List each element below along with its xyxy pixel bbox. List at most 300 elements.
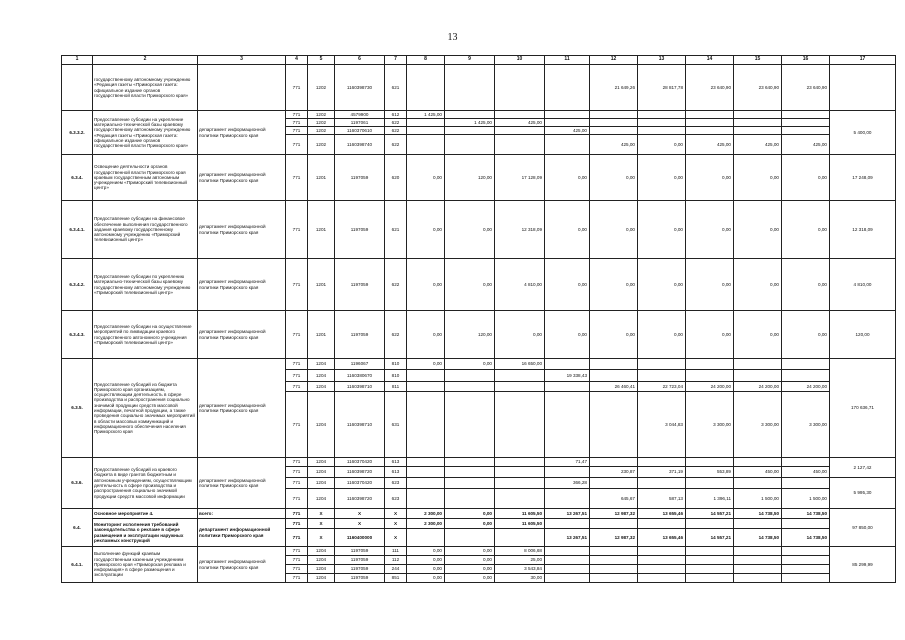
row-name: Выполнение функций краевым государственным казенным учреждением Приморского края «Приморская реклама и информация» в сфере размещения и эксплуатации (93, 547, 198, 583)
row-name: Предоставление субсидии по укреплению материально-технической базы краевому государственному автономному учреждению «Приморский телевизионный центр» (93, 259, 198, 311)
table-cell: 1202 (308, 119, 335, 127)
row-name: государственному автономному учреждению «Редакция газеты «Приморская газета: официальное издание органов государственной власти Приморского края» (93, 65, 198, 111)
table-cell: 1201 (308, 311, 335, 359)
table-cell (545, 359, 590, 370)
table-cell (495, 65, 545, 111)
table-cell (686, 119, 734, 127)
table-cell: 771 (286, 359, 308, 370)
table-cell: 587,13 (638, 489, 686, 509)
table-cell (407, 127, 445, 135)
table-cell: 16 650,00 (495, 359, 545, 370)
row-dept: департамент информационной политики Приморского края (198, 201, 286, 259)
table-cell (686, 458, 734, 467)
table-cell: 1160400000 (335, 529, 385, 547)
table-cell (545, 519, 590, 529)
table-cell (734, 458, 782, 467)
table-cell (638, 127, 686, 135)
table-cell (590, 556, 638, 565)
table-cell: 425,00 (590, 135, 638, 155)
table-cell (686, 565, 734, 574)
table-cell (495, 489, 545, 509)
table-cell: 0,00 (445, 259, 495, 311)
table-cell (590, 119, 638, 127)
table-cell (495, 127, 545, 135)
table-cell (734, 119, 782, 127)
table-cell: 0,00 (407, 311, 445, 359)
table-cell (545, 111, 590, 119)
row-dept: департамент информационной политики Приморского края (198, 519, 286, 547)
table-cell: 1 500,00 (734, 489, 782, 509)
row-code: 6.3.4. (62, 155, 93, 201)
row-code: 6.3.4.1. (62, 201, 93, 259)
row-total: 12 318,09 (830, 201, 896, 259)
table-cell (782, 574, 830, 583)
table-cell (686, 111, 734, 119)
table-row (62, 111, 896, 119)
table-row (62, 259, 896, 311)
table-cell: 0,00 (734, 155, 782, 201)
table-cell: 3 300,00 (782, 392, 830, 458)
table-cell (545, 565, 590, 574)
table-cell (545, 65, 590, 111)
table-row (62, 65, 896, 111)
table-cell: 1 425,00 (407, 111, 445, 119)
table-cell: 28 817,78 (638, 65, 686, 111)
table-cell: 1197059 (335, 547, 385, 556)
table-cell (545, 574, 590, 583)
table-cell (734, 565, 782, 574)
table-cell: 1197059 (335, 311, 385, 359)
table-cell: 371,19 (638, 467, 686, 478)
table-cell: 244 (385, 565, 407, 574)
table-cell (638, 556, 686, 565)
table-cell: 0,00 (638, 155, 686, 201)
table-cell: 1201 (308, 259, 335, 311)
table-cell: 613 (385, 458, 407, 467)
table-cell: 771 (286, 574, 308, 583)
table-cell: 622 (385, 259, 407, 311)
table-cell: X (308, 529, 335, 547)
table-cell: 0,00 (686, 201, 734, 259)
table-cell: 851 (385, 574, 407, 583)
table-cell: 14 738,50 (734, 509, 782, 519)
row-dept (198, 65, 286, 111)
table-cell: 0,00 (638, 259, 686, 311)
table-cell: 23 640,90 (686, 65, 734, 111)
table-cell (734, 359, 782, 370)
table-cell: 0,00 (734, 259, 782, 311)
table-cell: 1204 (308, 458, 335, 467)
table-cell: 425,00 (686, 135, 734, 155)
table-cell: 1196067 (335, 359, 385, 370)
table-cell: 1160370610 (335, 127, 385, 135)
table-cell: 0,00 (445, 509, 495, 519)
table-cell (782, 119, 830, 127)
table-cell: 111 (385, 547, 407, 556)
table-cell (545, 392, 590, 458)
table-cell: 1197059 (335, 565, 385, 574)
table-cell: 771 (286, 392, 308, 458)
table-cell: 24 200,00 (782, 382, 830, 392)
table-cell: 622 (385, 135, 407, 155)
row-total: 170 636,71 (830, 359, 896, 458)
table-cell: 1160380670 (335, 370, 385, 382)
table-cell (407, 529, 445, 547)
table-cell: 0,00 (590, 311, 638, 359)
col-header: 6 (335, 56, 385, 65)
col-header: 3 (198, 56, 286, 65)
row-code: 6.3.4.3. (62, 311, 93, 359)
table-cell (407, 489, 445, 509)
col-header: 8 (407, 56, 445, 65)
table-cell: 0,00 (407, 574, 445, 583)
table-cell (545, 556, 590, 565)
table-cell (638, 519, 686, 529)
table-cell: 0,00 (686, 311, 734, 359)
table-cell: 1204 (308, 382, 335, 392)
table-cell: 771 (286, 119, 308, 127)
table-cell (686, 478, 734, 489)
row-code: 6.3.5. (62, 359, 93, 458)
row-dept: департамент информационной политики Приморского края (198, 547, 286, 583)
table-cell: 1160370420 (335, 478, 385, 489)
table-cell (686, 127, 734, 135)
table-cell: 0,00 (782, 155, 830, 201)
row-dept: департамент информационной политики Приморского края (198, 359, 286, 458)
table-cell: 0,00 (407, 201, 445, 259)
table-cell: 0,00 (686, 259, 734, 311)
table-cell: 0,00 (686, 155, 734, 201)
table-cell (734, 127, 782, 135)
table-cell (545, 467, 590, 478)
table-cell: 230,87 (590, 467, 638, 478)
table-cell: 771 (286, 155, 308, 201)
table-cell (445, 370, 495, 382)
table-row (62, 311, 896, 359)
table-cell (495, 529, 545, 547)
table-cell: 1 500,00 (782, 489, 830, 509)
table-cell: 0,00 (638, 201, 686, 259)
col-header: 17 (830, 56, 896, 65)
table-cell: 771 (286, 467, 308, 478)
table-cell: 0,00 (445, 201, 495, 259)
table-cell (545, 489, 590, 509)
table-row (62, 509, 896, 519)
table-cell: 1197061 (335, 119, 385, 127)
table-cell: X (385, 529, 407, 547)
table-cell: 623 (385, 489, 407, 509)
table-cell (638, 370, 686, 382)
table-cell: 1204 (308, 392, 335, 458)
table-cell: 771 (286, 127, 308, 135)
table-cell: 2 300,00 (407, 509, 445, 519)
row-total: 5 400,00 (830, 111, 896, 155)
table-cell: 0,00 (445, 359, 495, 370)
table-cell: 771 (286, 65, 308, 111)
table-cell (638, 458, 686, 467)
table-cell: 1201 (308, 201, 335, 259)
table-cell (495, 467, 545, 478)
table-cell (590, 519, 638, 529)
table-cell (638, 111, 686, 119)
table-cell (495, 392, 545, 458)
row-code: 6.3.4.2. (62, 259, 93, 311)
table-cell: 1197059 (335, 556, 385, 565)
table-cell: 425,00 (782, 135, 830, 155)
table-cell: 366,28 (545, 478, 590, 489)
row-total: 85 299,99 (830, 547, 896, 583)
table-cell: 1204 (308, 370, 335, 382)
table-cell: 0,00 (545, 311, 590, 359)
table-cell: 771 (286, 556, 308, 565)
table-cell: 21 649,26 (590, 65, 638, 111)
table-cell: 120,00 (445, 311, 495, 359)
table-cell: 11 605,50 (495, 519, 545, 529)
table-cell: 450,00 (734, 467, 782, 478)
table-cell (445, 111, 495, 119)
table-cell (734, 547, 782, 556)
table-cell: 1204 (308, 359, 335, 370)
table-cell: 771 (286, 382, 308, 392)
table-cell: 0,00 (590, 259, 638, 311)
col-header: 13 (638, 56, 686, 65)
col-header: 16 (782, 56, 830, 65)
table-cell (590, 478, 638, 489)
table-cell (590, 574, 638, 583)
table-cell: 0,00 (407, 565, 445, 574)
table-cell (782, 111, 830, 119)
table-cell: 1197059 (335, 259, 385, 311)
table-cell (445, 458, 495, 467)
table-cell: 14 738,50 (782, 509, 830, 519)
table-cell: 0,00 (782, 201, 830, 259)
table-cell (407, 382, 445, 392)
table-cell: 0,00 (590, 155, 638, 201)
table-cell: 13 655,46 (638, 509, 686, 519)
table-cell: 1204 (308, 478, 335, 489)
table-cell: 0,00 (782, 311, 830, 359)
table-cell (590, 392, 638, 458)
table-cell (734, 111, 782, 119)
table-cell (734, 478, 782, 489)
table-cell: 22 723,04 (638, 382, 686, 392)
table-cell: 1204 (308, 556, 335, 565)
table-cell (782, 547, 830, 556)
col-header: 10 (495, 56, 545, 65)
table-cell (407, 370, 445, 382)
table-cell: 1204 (308, 565, 335, 574)
col-header: 5 (308, 56, 335, 65)
table-cell: 771 (286, 478, 308, 489)
table-cell (545, 119, 590, 127)
table-cell: 14 557,21 (686, 509, 734, 519)
table-cell (638, 119, 686, 127)
col-header: 2 (93, 56, 198, 65)
row-total (830, 65, 896, 111)
table-cell: 771 (286, 489, 308, 509)
table-cell: 1197059 (335, 201, 385, 259)
table-cell (638, 574, 686, 583)
table-cell (445, 382, 495, 392)
table-cell: 1202 (308, 127, 335, 135)
table-cell (590, 127, 638, 135)
row-name: Мониторинг исполнения требований законодательства о рекламе в сфере размещения и эксплуатации наружных рекламных конструкций (93, 519, 198, 547)
table-cell (782, 519, 830, 529)
table-cell: X (385, 509, 407, 519)
table-cell: 1160398730 (335, 65, 385, 111)
table-cell: 0,00 (407, 259, 445, 311)
table-cell: 1204 (308, 489, 335, 509)
table-cell: 0,00 (495, 311, 545, 359)
row-name: Предоставление субсидии на финансовое обеспечение выполнения государственного задания краевому государственному автономному учреждению «Приморский телевизионный центр» (93, 201, 198, 259)
table-cell: 621 (385, 65, 407, 111)
table-cell: 645,67 (590, 489, 638, 509)
table-cell: 3 044,83 (638, 392, 686, 458)
table-cell (495, 370, 545, 382)
table-cell: 23 640,90 (782, 65, 830, 111)
table-cell: 771 (286, 201, 308, 259)
table-cell (590, 458, 638, 467)
table-cell (686, 547, 734, 556)
table-cell: 810 (385, 359, 407, 370)
table-cell: 0,00 (407, 556, 445, 565)
table-cell: 623 (385, 478, 407, 489)
table-cell (590, 370, 638, 382)
col-header: 12 (590, 56, 638, 65)
col-header: 1 (62, 56, 93, 65)
table-cell: 771 (286, 259, 308, 311)
table-cell: 1197059 (335, 574, 385, 583)
table-cell: 450,00 (782, 467, 830, 478)
row-dept: департамент информационной политики Приморского края (198, 259, 286, 311)
table-cell: 1204 (308, 467, 335, 478)
table-cell: 24 200,00 (734, 382, 782, 392)
table-cell: 771 (286, 565, 308, 574)
row-total: 2 127,42 (830, 458, 896, 478)
budget-table (61, 55, 896, 583)
table-cell: 17 128,09 (495, 155, 545, 201)
table-cell: 0,00 (782, 259, 830, 311)
table-cell: 0,00 (734, 311, 782, 359)
table-cell (445, 489, 495, 509)
table-cell: 12 987,32 (590, 509, 638, 519)
table-cell (686, 359, 734, 370)
table-cell: 1160398710 (335, 392, 385, 458)
table-cell: 1160398720 (335, 467, 385, 478)
table-cell: 71,47 (545, 458, 590, 467)
table-cell: 112 (385, 556, 407, 565)
table-cell: 1160398710 (335, 382, 385, 392)
table-cell: 612 (385, 111, 407, 119)
table-cell (782, 458, 830, 467)
table-cell: 0,00 (407, 155, 445, 201)
row-name: Предоставление субсидии на осуществление мероприятий по ликвидации краевого государственного автономного учреждения «Приморский телевизионный центр» (93, 311, 198, 359)
table-cell: 14 738,50 (782, 529, 830, 547)
table-cell: 24 200,00 (686, 382, 734, 392)
table-cell: 14 557,21 (686, 529, 734, 547)
table-cell (686, 574, 734, 583)
table-cell: X (335, 509, 385, 519)
table-cell: 0,00 (445, 574, 495, 583)
row-all-label: всего: (198, 509, 286, 519)
table-cell: 13 267,51 (545, 509, 590, 519)
table-cell: 621 (385, 201, 407, 259)
table-cell: 1197059 (335, 155, 385, 201)
table-cell (782, 127, 830, 135)
table-cell (445, 529, 495, 547)
table-cell: 1204 (308, 574, 335, 583)
table-cell: X (385, 519, 407, 529)
table-cell: 622 (385, 127, 407, 135)
table-cell: 3 300,00 (686, 392, 734, 458)
col-header: 15 (734, 56, 782, 65)
row-total: 5 995,30 (830, 478, 896, 509)
table-cell: 12 987,32 (590, 529, 638, 547)
table-cell: 771 (286, 509, 308, 519)
table-cell: 1202 (308, 111, 335, 119)
table-cell: 553,89 (686, 467, 734, 478)
table-cell (407, 135, 445, 155)
table-cell: 3 543,84 (495, 565, 545, 574)
table-cell (495, 382, 545, 392)
table-cell: 1160398720 (335, 489, 385, 509)
table-cell: 120,00 (445, 155, 495, 201)
table-cell: 620 (385, 155, 407, 201)
row-total: 17 248,09 (830, 155, 896, 201)
table-cell (590, 565, 638, 574)
table-cell (495, 135, 545, 155)
table-cell (590, 359, 638, 370)
table-cell: 0,00 (734, 201, 782, 259)
row-name: Предоставление субсидий из бюджета Приморского края организациям, осуществляющим деятельность в сфере производства и распространения социально значимой продукции средств массовой информации, печатной продукции, а также проведения социально значимых мероприятий в области массовых коммуникаций и информационного обеспечения населения Приморского края (93, 359, 198, 458)
table-cell: 0,00 (407, 547, 445, 556)
table-cell (445, 65, 495, 111)
table-cell (407, 65, 445, 111)
table-row (62, 359, 896, 370)
table-cell: 0,00 (445, 565, 495, 574)
table-cell (782, 370, 830, 382)
table-cell: 1160370420 (335, 458, 385, 467)
table-cell (734, 370, 782, 382)
table-cell: 4 810,00 (495, 259, 545, 311)
row-name: Предоставление субсидии на укрепление материально-технической базы краевому государственному автономному учреждению «Редакция газеты «Приморская газета: официальное издание органов государственной власти Приморского края» (93, 111, 198, 155)
table-cell: 0,00 (445, 556, 495, 565)
table-cell: 811 (385, 382, 407, 392)
table-cell: 1202 (308, 65, 335, 111)
table-cell (782, 478, 830, 489)
table-cell (734, 574, 782, 583)
table-cell: 613 (385, 467, 407, 478)
table-cell (782, 359, 830, 370)
col-header: 14 (686, 56, 734, 65)
table-cell: 771 (286, 458, 308, 467)
table-cell: 1204 (308, 547, 335, 556)
row-code: 6.4.1. (62, 547, 93, 583)
table-cell: 0,00 (545, 259, 590, 311)
page-number: 13 (447, 32, 458, 43)
table-cell: X (308, 509, 335, 519)
row-dept: департамент информационной политики Приморского края (198, 311, 286, 359)
table-cell: 8 006,68 (495, 547, 545, 556)
table-cell (686, 519, 734, 529)
table-cell (445, 478, 495, 489)
table-cell: 771 (286, 370, 308, 382)
table-cell (545, 382, 590, 392)
table-cell (545, 547, 590, 556)
col-header: 7 (385, 56, 407, 65)
table-cell (407, 458, 445, 467)
row-code (62, 65, 93, 111)
